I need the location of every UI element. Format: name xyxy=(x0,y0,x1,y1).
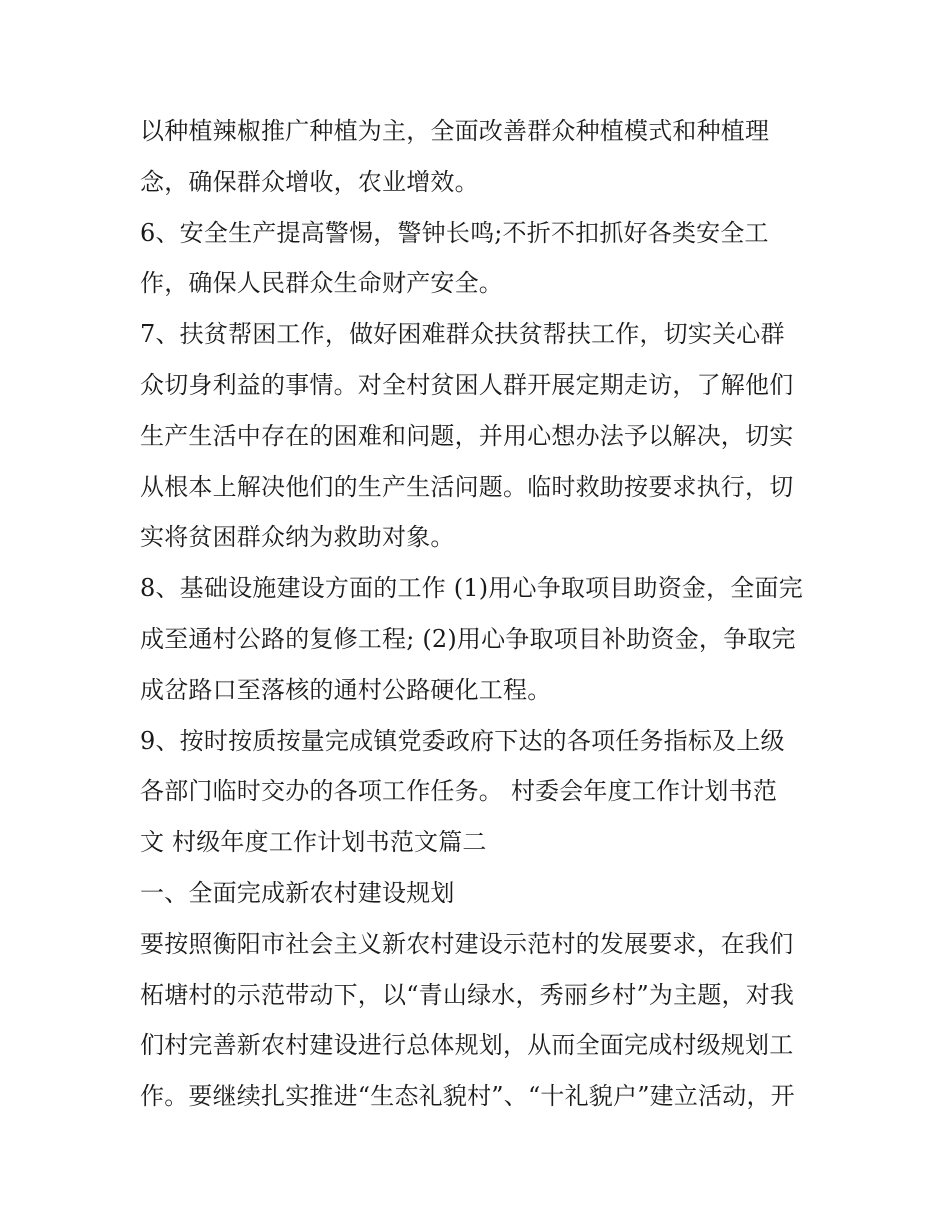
text-line: 8、基础设施建设方面的工作 (1)用心争取项目助资金，全面完 xyxy=(140,574,803,603)
text-line: 7、扶贫帮困工作，做好困难群众扶贫帮扶工作，切实关心群 xyxy=(140,320,785,349)
text-line: 成至通村公路的复修工程; (2)用心争取项目补助资金，争取完 xyxy=(140,624,796,653)
text-line: 从根本上解决他们的生产生活问题。临时救助按要求执行，切 xyxy=(140,472,794,501)
text-line: 作，确保人民群众生命财产安全。 xyxy=(140,269,503,298)
text-line: 念，确保群众增收，农业增效。 xyxy=(140,167,479,196)
text-line: 实将贫困群众纳为救助对象。 xyxy=(140,523,455,552)
text-line: 成岔路口至落核的通村公路硬化工程。 xyxy=(140,675,552,704)
section-heading: 一、全面完成新农村建设规划 xyxy=(140,878,455,907)
text-line: 6、安全生产提高警惕，警钟长鸣;不折不扣抓好各类安全工 xyxy=(140,218,769,247)
text-line: 9、按时按质按量完成镇党委政府下达的各项任务指标及上级 xyxy=(140,726,785,755)
text-line: 以种植辣椒推广种植为主，全面改善群众种植模式和种植理 xyxy=(140,117,770,145)
text-line: 各部门临时交办的各项工作任务。 村委会年度工作计划书范 xyxy=(140,777,778,806)
text-line: 生产生活中存在的困难和问题，并用心想办法予以解决，切实 xyxy=(140,421,794,450)
text-line: 作。要继续扎实推进“生态礼貌村”、“十礼貌户”建立活动，开 xyxy=(140,1082,795,1111)
text-line: 们村完善新农村建设进行总体规划，从而全面完成村级规划工 xyxy=(140,1031,794,1060)
text-line: 众切身利益的事情。对全村贫困人群开展定期走访，了解他们 xyxy=(140,370,794,399)
text-line: 柘塘村的示范带动下，以“青山绿水，秀丽乡村”为主题，对我 xyxy=(140,980,795,1009)
text-line: 文 村级年度工作计划书范文篇二 xyxy=(140,828,487,857)
text-line: 要按照衡阳市社会主义新农村建设示范村的发展要求，在我们 xyxy=(140,929,794,958)
document-body xyxy=(140,106,830,1122)
